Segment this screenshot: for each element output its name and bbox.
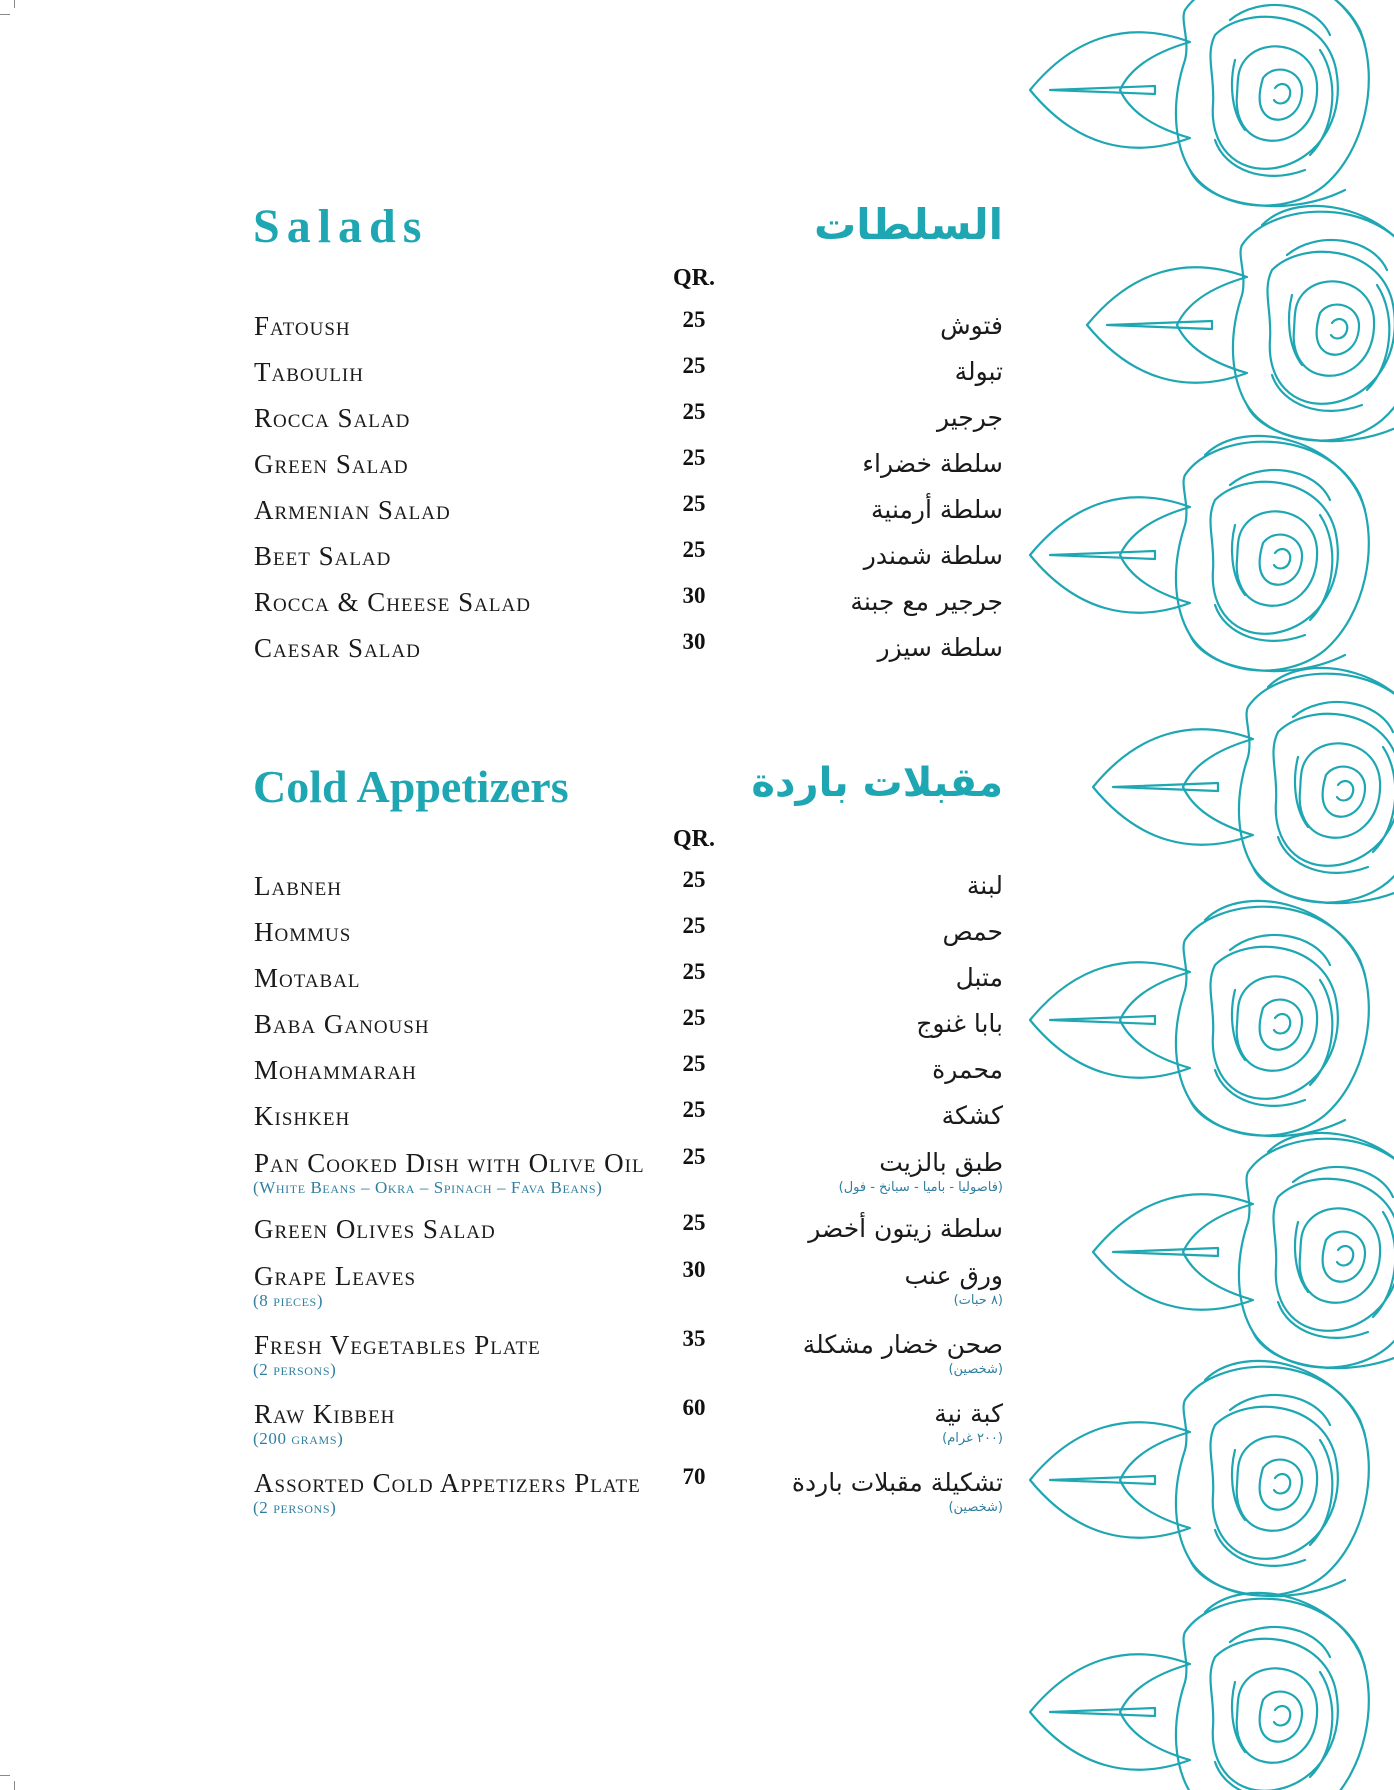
item-name-en: Motabal [254, 963, 361, 993]
item-name-en: Baba Ganoush [254, 1009, 430, 1039]
crop-mark [14, 0, 15, 8]
item-name-en: Fresh Vegetables Plate [254, 1330, 541, 1360]
rose-outline-icon [1030, 1593, 1369, 1790]
item-price: 25 [682, 867, 706, 892]
item-price: 25 [682, 445, 706, 470]
item-price: 25 [682, 1144, 706, 1169]
item-name-en: Pan Cooked Dish with Olive Oil [254, 1148, 645, 1178]
item-name-ar: سلطة زيتون أخضر [808, 1214, 1003, 1243]
item-name-ar: سلطة شمندر [863, 541, 1003, 570]
item-note-ar: (شخصين) [948, 1500, 1003, 1515]
rose-outline-icon [1093, 1133, 1394, 1368]
item-name-en: Raw Kibbeh [254, 1399, 396, 1429]
item-price: 25 [682, 353, 706, 378]
item-name-ar: محمرة [932, 1055, 1003, 1084]
salads-title-en: Salads [253, 200, 429, 253]
item-name-ar: حمص [942, 917, 1003, 946]
item-note-en: (2 persons) [253, 1360, 337, 1379]
item-name-en: Rocca Salad [254, 403, 411, 433]
item-price: 25 [682, 1005, 706, 1030]
item-name-ar: سلطة أرمنية [871, 495, 1003, 524]
item-note-ar: (شخصين) [948, 1362, 1003, 1377]
item-price: 60 [682, 1395, 706, 1420]
item-name-en: Hommus [254, 917, 352, 947]
item-price: 30 [682, 1257, 706, 1282]
item-name-en: Armenian Salad [254, 495, 451, 525]
item-name-en: Grape Leaves [254, 1261, 417, 1291]
item-note-en: (8 pieces) [253, 1291, 324, 1310]
item-name-en: Kishkeh [254, 1101, 351, 1131]
item-name-ar: جرجير [936, 403, 1003, 432]
item-name-ar: سلطة سيزر [877, 633, 1003, 662]
rose-outline-icon [1087, 206, 1394, 441]
item-name-ar: صحن خضار مشكلة [802, 1330, 1003, 1359]
item-name-ar: كبة نية [934, 1399, 1003, 1428]
item-note-en: (White Beans – Okra – Spinach – Fava Beans) [253, 1178, 603, 1197]
crop-mark [0, 1775, 10, 1776]
rose-outline-icon [1030, 1361, 1369, 1596]
item-note-ar: (٨ حبات) [953, 1293, 1003, 1308]
cold-currency-label: QR. [673, 826, 715, 852]
rose-border-decoration [1000, 0, 1394, 1790]
cold-title-en: Cold Appetizers [253, 761, 569, 812]
item-price: 25 [682, 491, 706, 516]
item-name-en: Fatoush [254, 311, 351, 341]
item-price: 25 [682, 1051, 706, 1076]
item-name-ar: تشكيلة مقبلات باردة [791, 1468, 1003, 1497]
item-name-ar: متبل [955, 963, 1003, 992]
item-note-en: (200 grams) [253, 1429, 344, 1448]
rose-outline-icon [1030, 436, 1369, 671]
item-name-en: Rocca & Cheese Salad [254, 587, 531, 617]
item-price: 25 [682, 1210, 706, 1235]
item-name-ar: طبق بالزيت [879, 1148, 1003, 1177]
salads-currency-label: QR. [673, 265, 715, 291]
crop-mark [0, 14, 10, 15]
item-name-en: Assorted Cold Appetizers Plate [254, 1468, 641, 1498]
item-price: 30 [682, 583, 706, 608]
salads-title-ar: السلطات [814, 200, 1003, 249]
item-name-en: Caesar Salad [254, 633, 421, 663]
item-price: 25 [682, 307, 706, 332]
item-name-ar: لبنة [966, 871, 1003, 900]
item-name-ar: جرجير مع جبنة [850, 587, 1003, 616]
item-price: 70 [682, 1464, 706, 1489]
item-name-ar: ورق عنب [904, 1261, 1003, 1290]
item-price: 25 [682, 913, 706, 938]
item-name-en: Mohammarah [254, 1055, 417, 1085]
item-name-en: Green Olives Salad [254, 1214, 496, 1244]
rose-outline-icon [1030, 901, 1369, 1136]
item-price: 25 [682, 537, 706, 562]
cold-title-ar: مقبلات باردة [751, 760, 1003, 806]
item-name-ar: فتوش [940, 311, 1003, 340]
rose-outline-icon [1093, 668, 1394, 903]
item-name-en: Taboulih [254, 357, 364, 387]
item-price: 25 [682, 1097, 706, 1122]
item-note-ar: (فاصوليا - باميا - سبانخ - فول) [838, 1180, 1003, 1195]
item-price: 30 [682, 629, 706, 654]
item-note-ar: (٢٠٠ غرام) [942, 1431, 1003, 1446]
item-name-ar: سلطة خضراء [862, 449, 1003, 478]
item-name-en: Labneh [254, 871, 342, 901]
item-name-ar: بابا غنوج [916, 1009, 1003, 1038]
crop-mark [14, 1781, 15, 1790]
item-price: 35 [682, 1326, 706, 1351]
item-name-en: Beet Salad [254, 541, 392, 571]
item-price: 25 [682, 959, 706, 984]
item-note-en: (2 persons) [253, 1498, 337, 1517]
rose-outline-icon [1030, 0, 1369, 206]
item-name-ar: كشكة [941, 1101, 1003, 1130]
item-name-en: Green Salad [254, 449, 409, 479]
item-name-ar: تبولة [954, 357, 1003, 386]
item-price: 25 [682, 399, 706, 424]
